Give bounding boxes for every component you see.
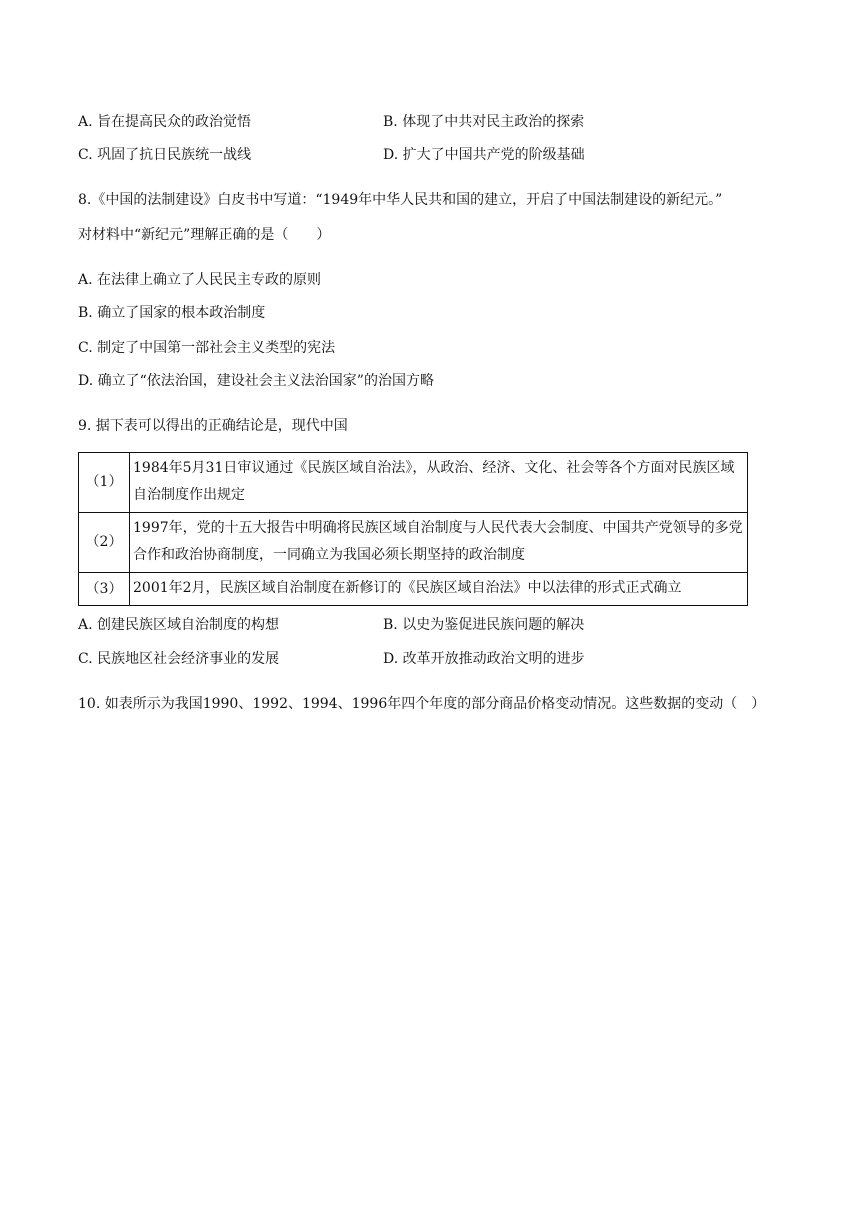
table-cell-text: 2001年2月，民族区域自治制度在新修订的《民族区域自治法》中以法律的形式正式确立 (130, 573, 748, 606)
table-cell-number: （1） (79, 453, 130, 513)
table-row (79, 453, 748, 513)
q7-option-c[interactable]: C. 巩固了抗日民族统一战线 (78, 147, 252, 163)
q8-option-b[interactable]: B. 确立了国家的根本政治制度 (78, 305, 266, 321)
q9-option-d[interactable]: D. 改革开放推动政治文明的进步 (383, 651, 585, 667)
q8-option-a[interactable]: A. 在法律上确立了人民民主专政的原则 (78, 272, 322, 288)
table-cell-number: （2） (79, 513, 130, 573)
q10-stem: 10. 如表所示为我国1990、1992、1994、1996年四个年度的部分商品价格变动情况。这些数据的变动（ ） (78, 696, 766, 712)
table-cell-text: 1984年5月31日审议通过《民族区域自治法》，从政治、经济、文化、社会等各个方面对民族区域自治制度作出规定 (130, 453, 748, 513)
q7-option-d[interactable]: D. 扩大了中国共产党的阶级基础 (383, 147, 585, 163)
q7-option-a[interactable]: A. 旨在提高民众的政治觉悟 (78, 114, 252, 130)
q8-stem-line-2: 对材料中“新纪元”理解正确的是（ ） (78, 227, 331, 243)
q7-option-b[interactable]: B. 体现了中共对民主政治的探索 (383, 114, 585, 130)
q9-option-c[interactable]: C. 民族地区社会经济事业的发展 (78, 651, 280, 667)
q9-option-b[interactable]: B. 以史为鉴促进民族问题的解决 (383, 617, 585, 633)
q8-option-c[interactable]: C. 制定了中国第一部社会主义类型的宪法 (78, 340, 336, 356)
table-cell-number: （3） (79, 573, 130, 606)
q9-table (78, 452, 748, 606)
q9-option-a[interactable]: A. 创建民族区域自治制度的构想 (78, 617, 280, 633)
table-row (79, 513, 748, 573)
q8-stem-line-1: 8.《中国的法制建设》白皮书中写道：“1949年中华人民共和国的建立，开启了中国法制建设的新纪元。” (78, 192, 723, 208)
table-cell-text: 1997年，党的十五大报告中明确将民族区域自治制度与人民代表大会制度、中国共产党领导的多党合作和政治协商制度，一同确立为我国必须长期坚持的政治制度 (130, 513, 748, 573)
table-row (79, 573, 748, 606)
q9-stem: 9. 据下表可以得出的正确结论是，现代中国 (78, 418, 348, 434)
q8-option-d[interactable]: D. 确立了“依法治国，建设社会主义法治国家”的治国方略 (78, 373, 434, 389)
